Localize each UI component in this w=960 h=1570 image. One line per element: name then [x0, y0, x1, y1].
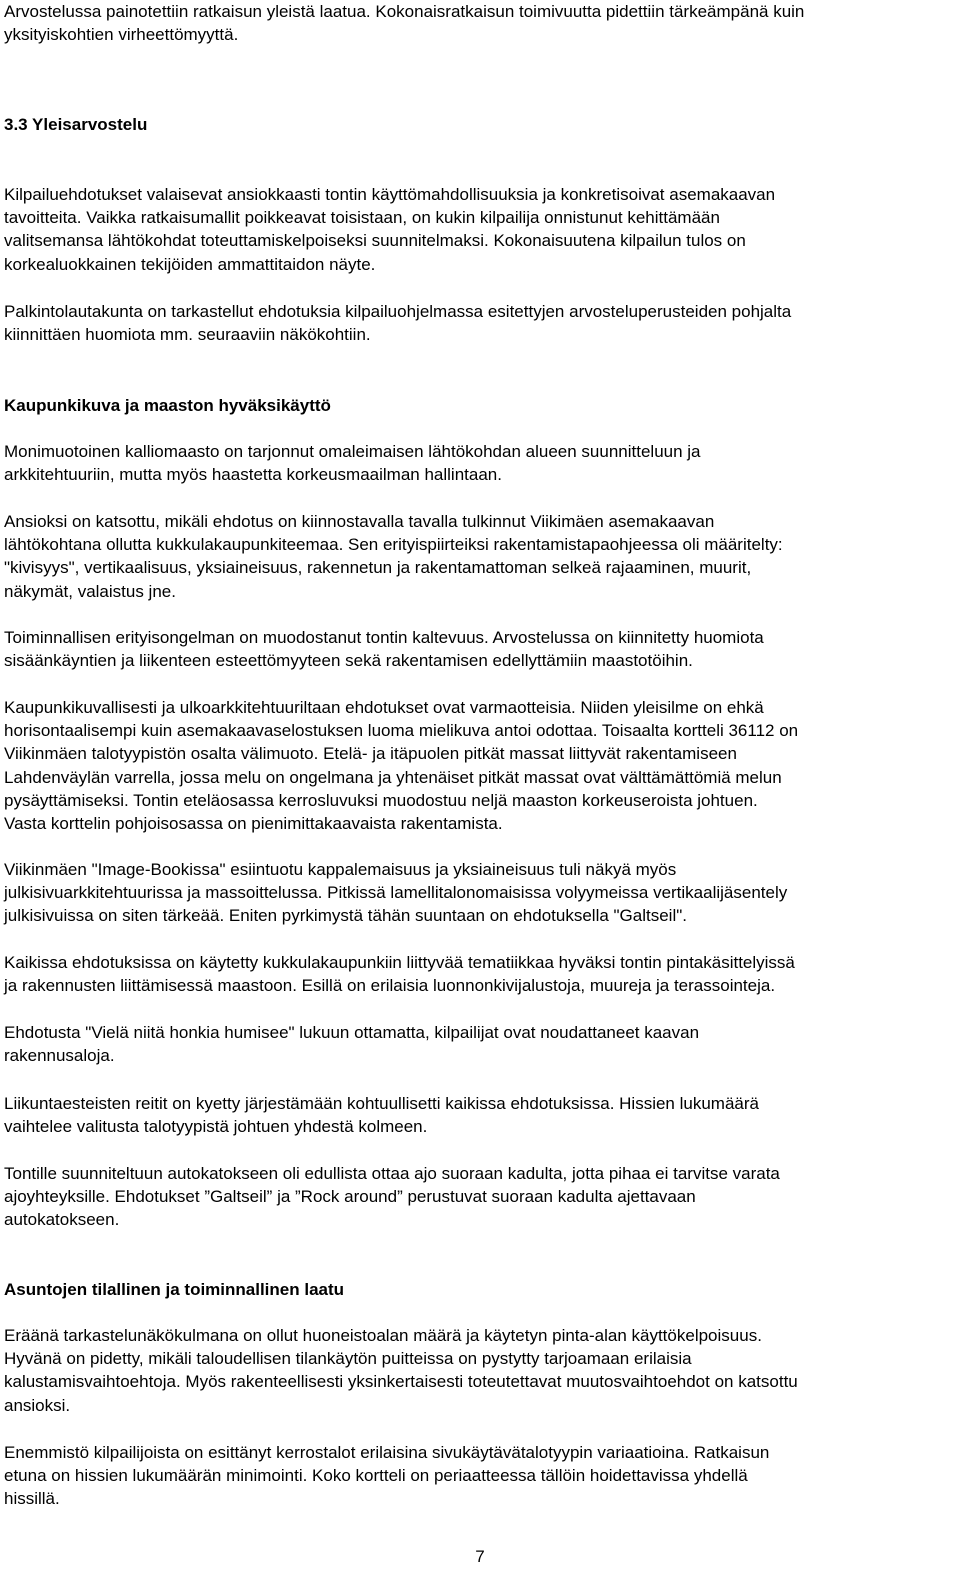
- paragraph-ehdotusta: Ehdotusta "Vielä niitä honkia humisee" lukuun ottamatta, kilpailijat ovat noudattaneet kaavan rakennusaloja.: [4, 1023, 700, 1066]
- intro-paragraph: Arvostelussa painotettiin ratkaisun yleistä laatua. Kokonaisratkaisun toimivuutta pidettiin tärkeämpänä kuin yksityiskohtien virheettömyyttä.: [4, 2, 805, 45]
- paragraph-kilpailuehdotukset: Kilpailuehdotukset valaisevat ansiokkaasti tontin käyttömahdollisuuksia ja konkretisoivat asemakaavan tavoitteita. Vaikka ratkaisumallit poikkeavat toisistaan, on kukin kilpailija onnistunut kehittämään valitsemansa lähtökohdat toteuttamiskelpoiseksi suunnitelmaksi. Kokonaisuutena kilpailun tulos on korkealuokkainen tekijöiden ammattitaidon näyte.: [4, 185, 776, 274]
- paragraph-liikuntaesteisten: Liikuntaesteisten reitit on kyetty järjestämään kohtuullisetti kaikissa ehdotuksissa. Hissien lukumäärä vaihtelee valitusta talotyypistä johtuen yhdestä kolmeen.: [4, 1094, 759, 1137]
- paragraph-palkintolautakunta: Palkintolautakunta on tarkastellut ehdotuksia kilpailuohjelmassa esitettyjen arvosteluperusteiden pohjalta kiinnittäen huomiota mm. seuraaviin näkökohtiin.: [4, 302, 792, 345]
- paragraph-kaupunkikuvallisesti: Kaupunkikuvallisesti ja ulkoarkkitehtuuriltaan ehdotukset ovat varmaotteisia. Niiden yleisilme on ehkä horisontaalisempi kuin asemakaavaselostuksen luoma mielikuva antoi odottaa. Toisaalta kortteli 36112 on Viikinmäen talotyypistön osalta välimuoto. Etelä- ja itäpuolen pitkät massat liittyvät rakentamiseen Lahdenväylän varrella, jossa melu on ongelmana ja yhtenäiset pitkät massat ovat välttämättömiä melun pysäyttämiseksi. Tontin eteläosassa kerrosluvuksi muodostuu neljä maaston korkeuseroista johtuen. Vasta korttelin pohjoisosassa on pienimittakaavaista rakentamista.: [4, 698, 799, 834]
- paragraph-viikinmaen: Viikinmäen "Image-Bookissa" esiintuotu kappalemaisuus ja yksiaineisuus tuli näkyä myös julkisivuarkkitehtuurissa ja massoittelussa. Pitkissä lamellitalonomaisissa volyymeissa vertikaalijäsentely julkisivuissa on siten tärkeää. Eniten pyrkimystä tähän suuntaan on ehdotuksella "Galtseil".: [4, 860, 788, 926]
- paragraph-enemmisto: Enemmistö kilpailijoista on esittänyt kerrostalot erilaisina sivukäytävätalotyypin variaatioina. Ratkaisun etuna on hissien lukumäärän minimointi. Koko kortteli on periaatteessa tällöin hoidettavissa yhdellä hissillä.: [4, 1443, 770, 1509]
- section-heading-kaupunkikuva: Kaupunkikuva ja maaston hyväksikäyttö: [4, 396, 331, 415]
- paragraph-tontille: Tontille suunniteltuun autokatokseen oli edullista ottaa ajo suoraan kadulta, jotta pihaa ei tarvitse varata ajoyhteyksille. Ehdotukset ”Galtseil” ja ”Rock around” perustuvat suoraan kadulta ajettavaan autokatokseen.: [4, 1164, 780, 1230]
- paragraph-monimuotoinen: Monimuotoinen kalliomaasto on tarjonnut omaleimaisen lähtökohdan alueen suunnitteluun ja arkkitehtuuriin, mutta myös haastetta korkeusmaailman hallintaan.: [4, 442, 701, 485]
- paragraph-kaikissa: Kaikissa ehdotuksissa on käytetty kukkulakaupunkiin liittyvää tematiikkaa hyväksi tontin pintakäsittelyissä ja rakennusten liittämisessä maastoon. Esillä on erilaisia luonnonkivijalustoja, muureja ja terassointeja.: [4, 953, 795, 996]
- section-heading-asuntojen: Asuntojen tilallinen ja toiminnallinen laatu: [4, 1280, 345, 1299]
- paragraph-ansioksi: Ansioksi on katsottu, mikäli ehdotus on kiinnostavalla tavalla tulkinnut Viikimäen asemakaavan lähtökohtana ollutta kukkulakaupunkiteemaa. Sen erityispiirteiksi rakentamistapaohjeessa oli määritelty: "kivisyys", vertikaalisuus, yksiaineisuus, rakennetun ja rakentamattoman selkeä rajaaminen, muurit, näkymät, valaistus jne.: [4, 512, 783, 601]
- section-heading-yleisarvostelu: 3.3 Yleisarvostelu: [4, 115, 148, 134]
- paragraph-eraana: Eräänä tarkastelunäkökulmana on ollut huoneistoalan määrä ja käytetyn pinta-alan käyttökelpoisuus. Hyvänä on pidetty, mikäli taloudellisen tilankäytön puitteissa on pystytty tarjoamaan erilaisia kalustamisvaihtoehtoja. Myös rakenteellisesti yksinkertaisesti toteutettavat muutosvaihtoehdot on katsottu ansioksi.: [4, 1326, 798, 1415]
- page-number: 7: [475, 1547, 485, 1566]
- paragraph-toiminnallisen: Toiminnallisen erityisongelman on muodostanut tontin kaltevuus. Arvostelussa on kiinnitetty huomiota sisäänkäyntien ja liikenteen esteettömyyteen sekä rakentamisen edellyttämiin maastotöihin.: [4, 628, 764, 671]
